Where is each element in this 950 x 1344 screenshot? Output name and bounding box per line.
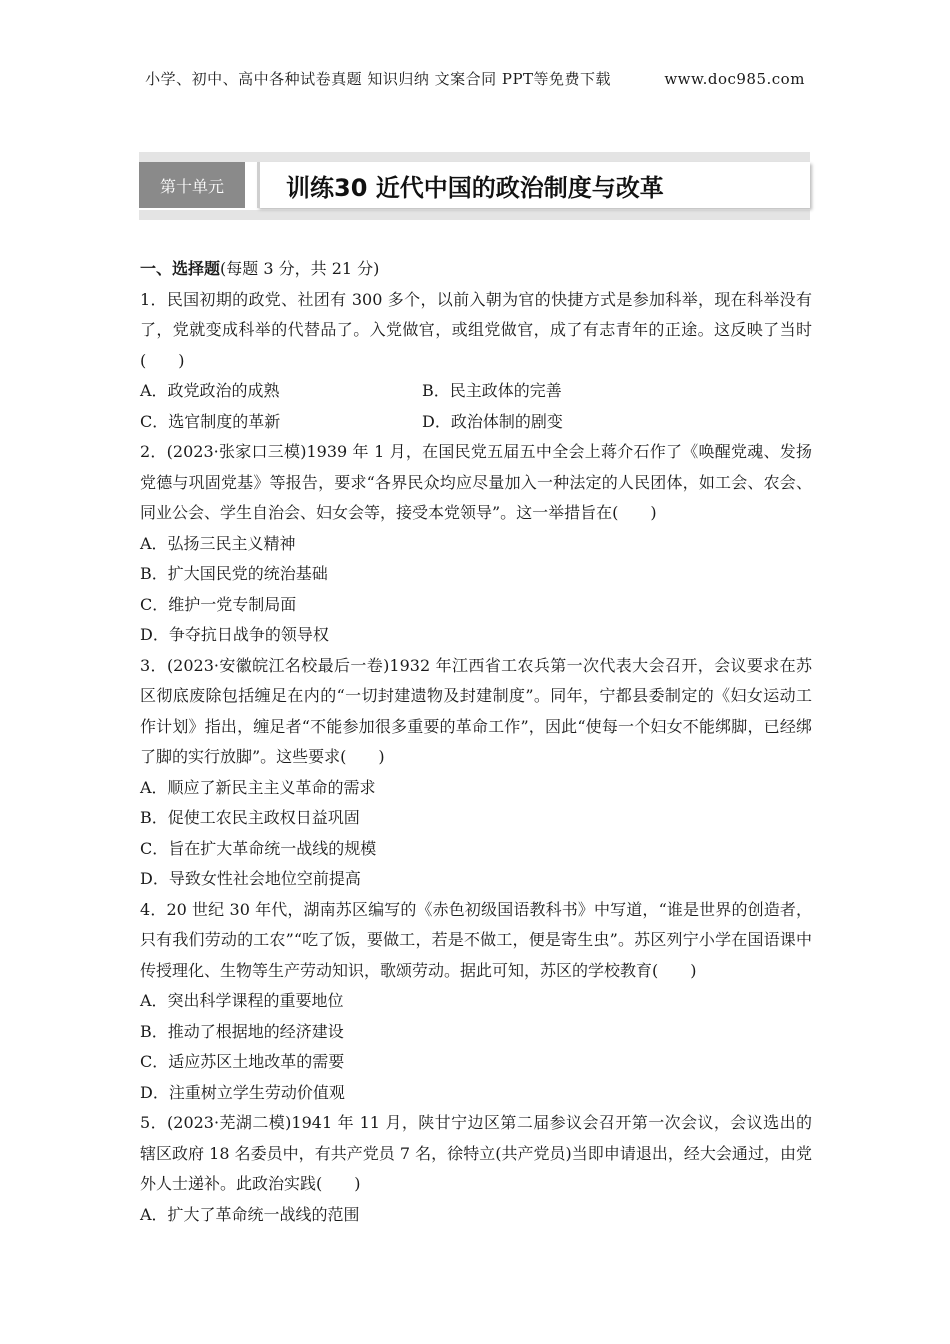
question-1-option-b: B．民主政体的完善 bbox=[422, 381, 562, 400]
question-1-options-row-1 bbox=[140, 376, 812, 407]
question-3-option-c: C．旨在扩大革命统一战线的规模 bbox=[140, 838, 377, 858]
banner-top-strip bbox=[139, 152, 810, 162]
question-list bbox=[140, 254, 812, 1230]
section-note: (每题 3 分，共 21 分) bbox=[220, 259, 380, 278]
question-1-option-d: D．政治体制的剧变 bbox=[422, 411, 563, 431]
unit-label: 第十单元 bbox=[139, 162, 245, 208]
section-heading bbox=[140, 254, 812, 285]
question-3-option-d: D．导致女性社会地位空前提高 bbox=[140, 869, 361, 888]
header-text: 小学、初中、高中各种试卷真题 知识归纳 文案合同 PPT等免费下载 bbox=[145, 70, 612, 88]
question-2-stem: 2．(2023·张家口三模)1939 年 1 月，在国民党五届五中全会上蒋介石作了《唤醒党魂、发扬党德与巩固党基》等报告，要求“各界民众均应尽量加入一种法定的人民团体，如工会、农会、同业公会、学生自治会、妇女会等，接受本党领导”。这一举措旨在( ) bbox=[140, 442, 812, 522]
question-1-stem: 1．民国初期的政党、社团有 300 多个，以前入朝为官的快捷方式是参加科举，现在科举没有了，党就变成科举的代替品了。入党做官，或组党做官，成了有志青年的正途。这反映了当时( ) bbox=[140, 289, 812, 370]
question-5-option-a: A．扩大了革命统一战线的范围 bbox=[140, 1204, 360, 1224]
question-1-option-a: A．政党政治的成熟 bbox=[140, 381, 280, 400]
question-4-option-d: D．注重树立学生劳动价值观 bbox=[140, 1082, 345, 1102]
question-2-option-c: C．维护一党专制局面 bbox=[140, 594, 297, 614]
page-title: 训练30 近代中国的政治制度与改革 bbox=[257, 162, 810, 208]
question-3-option-b: B．促使工农民主政权日益巩固 bbox=[140, 808, 360, 827]
question-2-option-a: A．弘扬三民主义精神 bbox=[140, 533, 296, 553]
question-2-option-d: D．争夺抗日战争的领导权 bbox=[140, 625, 329, 644]
question-2-option-b: B．扩大国民党的统治基础 bbox=[140, 564, 328, 583]
question-3-option-a: A．顺应了新民主主义革命的需求 bbox=[140, 777, 376, 797]
question-1-options-row-2 bbox=[140, 407, 812, 438]
question-4-stem: 4．20 世纪 30 年代，湖南苏区编写的《赤色初级国语教科书》中写道，“谁是世界的创造者，只有我们劳动的工农”“吃了饭，要做工，若是不做工，便是寄生虫”。苏区列宁小学在国语课中传授理化、生物等生产劳动知识，歌颂劳动。据此可知，苏区的学校教育( ) bbox=[140, 899, 812, 980]
header-site-link[interactable]: www.doc985.com bbox=[664, 70, 805, 88]
question-1-option-c: C．选官制度的革新 bbox=[140, 411, 281, 431]
question-5-stem: 5．(2023·芜湖二模)1941 年 11 月，陕甘宁边区第二届参议会召开第一次会议，会议选出的辖区政府 18 名委员中，有共产党员 7 名，徐特立(共产党员)当即申请退出，经大会通过，由党外人士递补。此政治实践( ) bbox=[140, 1113, 812, 1193]
question-4-option-c: C．适应苏区土地改革的需要 bbox=[140, 1052, 345, 1071]
unit-banner bbox=[139, 150, 810, 222]
banner-bottom-strip bbox=[139, 210, 810, 220]
question-4-option-b: B．推动了根据地的经济建设 bbox=[140, 1021, 344, 1041]
section-title: 一、选择题 bbox=[140, 259, 221, 278]
question-4-option-a: A．突出科学课程的重要地位 bbox=[140, 991, 344, 1010]
question-3-stem: 3．(2023·安徽皖江名校最后一卷)1932 年江西省工农兵第一次代表大会召开，会议要求在苏区彻底废除包括缠足在内的“一切封建遗物及封建制度”。同年，宁都县委制定的《妇女运动工作计划》指出，缠足者“不能参加很多重要的革命工作”，因此“使每一个妇女不能绑脚，已经绑了脚的实行放脚”。这些要求( ) bbox=[140, 655, 812, 766]
page-header bbox=[0, 68, 950, 89]
